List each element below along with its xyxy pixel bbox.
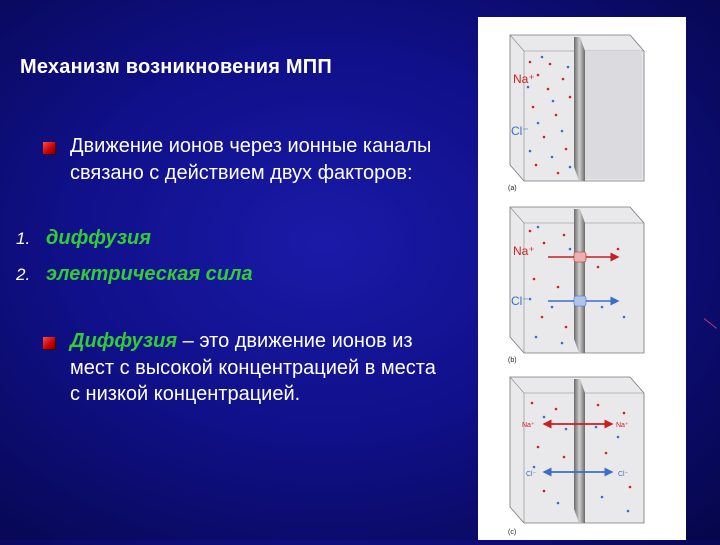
list-term: диффузия <box>46 227 152 249</box>
panel-b <box>510 207 644 353</box>
list-number: 2. <box>16 265 31 284</box>
list-number: 1. <box>16 229 31 248</box>
panel-label-a: (a) <box>508 185 517 192</box>
figure-diagram <box>478 17 686 540</box>
panel-label-c: (c) <box>508 529 517 536</box>
bullet-marker <box>43 337 55 349</box>
ion-label-cl: Cl⁻ <box>511 124 529 138</box>
definition-term: Диффузия <box>70 330 178 352</box>
panel-c <box>510 377 644 523</box>
definition-paragraph <box>70 328 450 408</box>
ion-label-cl-left: Cl⁻ <box>526 471 537 478</box>
ion-label-na: Na⁺ <box>513 244 535 258</box>
ion-diffusion-figure <box>478 17 686 540</box>
ion-label-na-left: Na⁺ <box>522 422 535 429</box>
decorative-line <box>704 318 717 329</box>
bullet-marker <box>43 142 55 154</box>
panel-label-b: (b) <box>508 357 517 364</box>
ion-label-na-right: Na⁺ <box>616 422 629 429</box>
ion-label-na: Na⁺ <box>513 72 535 86</box>
panel-a <box>510 35 644 181</box>
list-item-diffusion <box>16 225 151 253</box>
ion-label-cl: Cl⁻ <box>511 294 529 308</box>
definition-text: – это движение ионов из мест с высокой концентрацией в места с низкой концентрацией. <box>70 330 436 405</box>
intro-paragraph: Движение ионов через ионные каналы связано с действием двух факторов: <box>70 135 432 184</box>
list-item-electric-force <box>16 261 253 289</box>
ion-label-cl-right: Cl⁻ <box>618 471 629 478</box>
slide-title: Механизм возникновения МПП <box>20 56 332 78</box>
list-term: электрическая сила <box>46 263 253 285</box>
